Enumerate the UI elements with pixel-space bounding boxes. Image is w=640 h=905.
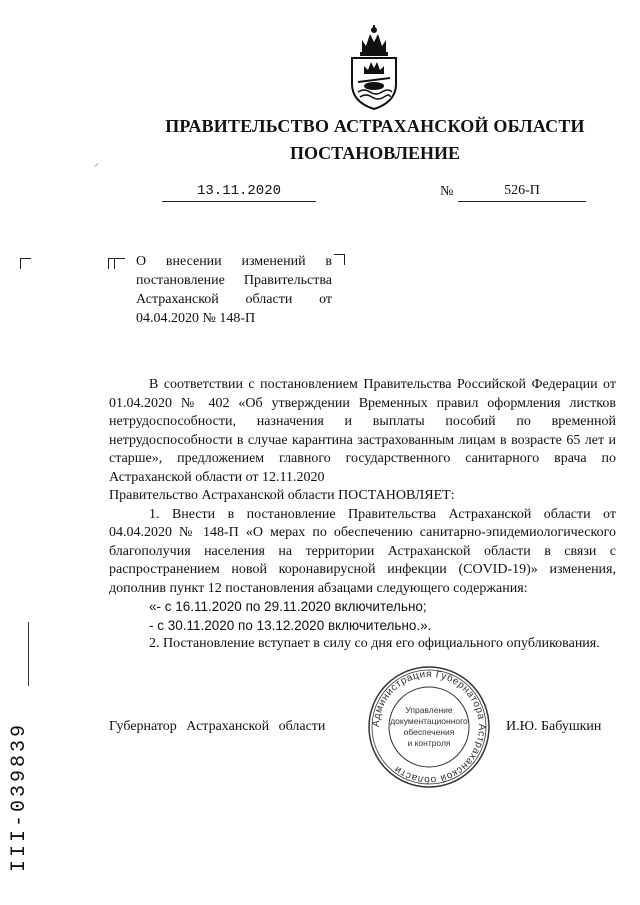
quote-line-2: - с 30.11.2020 по 13.12.2020 включительно.». [149,617,432,633]
corner-mark-subject-left-2 [114,258,125,269]
item-2-paragraph: 2. Постановление вступает в силу со дня его официального опубликования. [149,636,600,651]
preamble-paragraph: В соответствии с постановлением Правительства Российской Федерации от 01.04.2020 № 402 «Об утверждении Временных правил оформления листков нетрудоспособности, назначения и выплаты пособий по временной нетрудоспособности в случае карантина застрахованным лицам в возрасте 65 лет и старше», предложением главного государственного санитарного врача по Астраханской области от 12.11.2020 [109,377,616,485]
quote-line-1: «- с 16.11.2020 по 29.11.2020 включительно; [149,599,427,614]
coat-of-arms-icon [344,22,404,112]
signatory-name: И.Ю. Бабушкин [506,719,602,734]
side-serial-number: III-039839 [8,721,31,872]
corner-mark-subject-right [334,254,345,265]
number-sign: № [440,184,454,199]
signatory-title: Губернатор Астраханской области [109,719,326,734]
resolves-line: Правительство Астраханской области ПОСТАНОВЛЯЕТ: [109,488,455,503]
government-title: ПРАВИТЕЛЬСТВО АСТРАХАНСКОЙ ОБЛАСТИ [165,116,585,136]
stamp-line-3: обеспечения [403,727,455,737]
side-divider-line [28,622,29,686]
stamp-ring-text: Администрация Губернатора Астраханской области [370,668,488,786]
subject-line: О внесении изменений в [136,254,332,269]
margin-mark: ⸝ [94,158,99,169]
corner-mark-left [20,258,31,269]
document-type: ПОСТАНОВЛЕНИЕ [289,143,461,163]
subject-line: Астраханской области от [136,292,332,307]
document-subject [136,252,332,328]
stamp-line-2: документационного [390,716,468,726]
document-date: 13.11.2020 [162,181,316,202]
stamp-line-4: и контроля [407,738,451,748]
subject-line: 04.04.2020 № 148-П [136,311,256,326]
stamp-line-1: Управление [405,705,453,715]
official-stamp [366,664,492,790]
item-1-paragraph: 1. Внести в постановление Правительства Астраханской области от 04.04.2020 № 148-П «О мерах по обеспечению санитарно-эпидемиологического благополучия населения на территории Астраханской области в связи с распространением новой коронавирусной инфекции (COVID-19)» изменения, дополнив пункт 12 постановления абзацами следующего содержания: [109,506,616,596]
subject-line: постановление Правительства [136,273,332,288]
document-body [109,376,616,654]
document-number: 526-П [458,181,586,202]
